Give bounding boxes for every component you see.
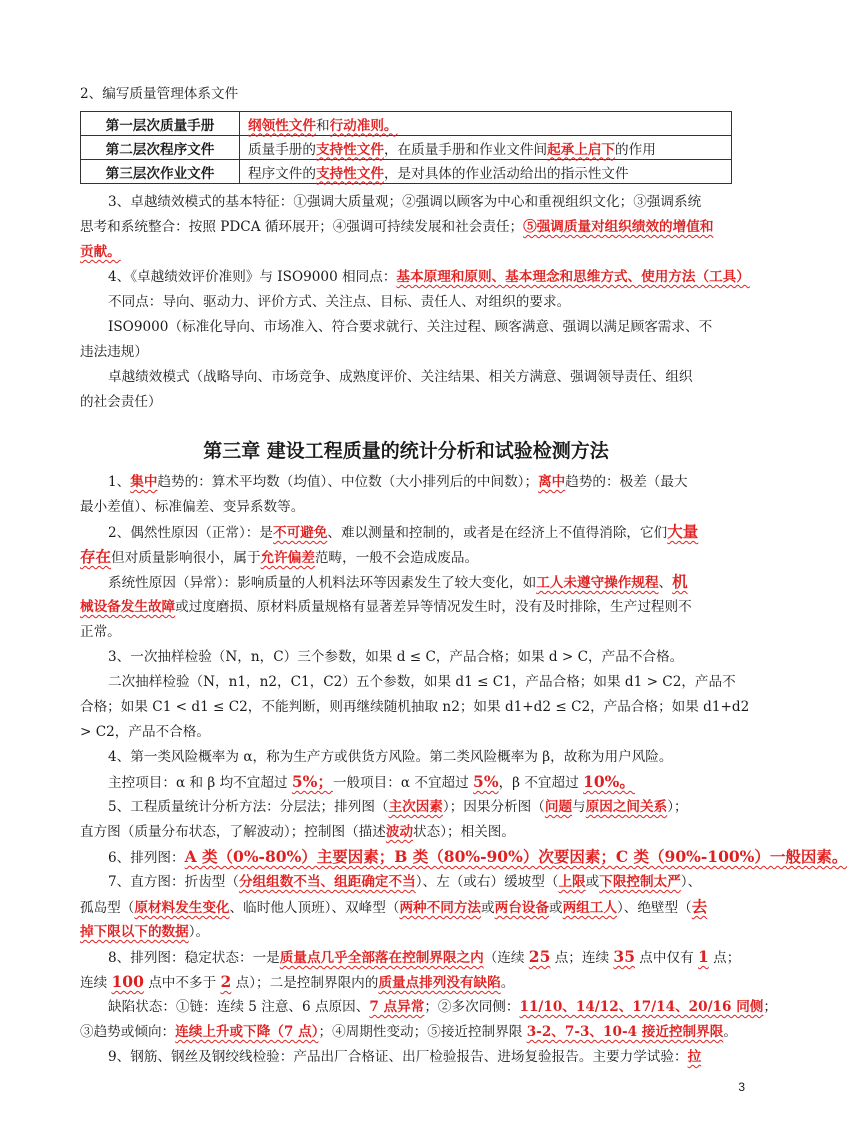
paragraph-line	[80, 217, 732, 237]
text: 点中不多于	[143, 975, 221, 991]
highlight-text: 原材料发生变化	[134, 900, 230, 916]
text: ）；	[667, 799, 688, 815]
highlight-text: 问题	[544, 799, 573, 815]
paragraph-line	[108, 947, 741, 968]
text: 9、钢筋、钢丝及钢绞线检验：产品出厂合格证、出厂检验报告、进场复验报告。主要力学试验：	[108, 1049, 688, 1065]
text: 3、卓越绩效模式的基本特征：①强调大质量观；②强调以顾客为中心和重视组织文化；③强调系统	[108, 194, 702, 210]
paragraph-line	[108, 997, 777, 1017]
highlight-text: 机	[672, 572, 688, 591]
text: 状态）；相关图。	[413, 824, 515, 840]
paragraph-line	[80, 897, 732, 918]
highlight-text: 械设备发生故障	[80, 599, 176, 615]
highlight-text: 大量	[667, 522, 699, 541]
highlight-text: 100	[111, 972, 144, 991]
highlight-text: 主次因素	[388, 799, 443, 815]
highlight-text: 质量点几乎全部落在控制界限之内	[279, 950, 484, 966]
highlight-text: 原因之间关系	[585, 799, 668, 815]
text: 合格；如果 C1 < d1 ≤ C2，不能判断，则再继续随机抽取 n2；如果 d1+d2 ≤ C2，产品合格；如果 d1+d2	[80, 699, 750, 715]
text: （连续	[483, 950, 529, 966]
paragraph-line	[108, 522, 732, 543]
table-row	[81, 112, 732, 136]
text: 连续	[80, 975, 112, 991]
highlight-text: 5%	[473, 772, 499, 791]
text: 。	[723, 1024, 737, 1040]
text: 或过度磨损、原材料质量规格有显著差异等情况发生时，没有及时排除，生产过程则不	[175, 599, 692, 615]
text: ）、	[680, 874, 702, 890]
text: 不同点：导向、驱动力、评价方式、关注点、目标、责任人、对组织的要求。	[108, 294, 571, 310]
table-row	[81, 160, 732, 184]
highlight-text: 集中	[130, 474, 158, 490]
highlight-text: 1	[698, 947, 709, 966]
highlight-text: 2	[220, 972, 232, 991]
highlight-text: ⑤强调质量对组织绩效的增值和	[523, 219, 714, 235]
paragraph-line	[108, 672, 736, 692]
text: 1、	[108, 474, 131, 490]
highlight-text: 支持性文件	[315, 141, 384, 158]
text: 缺陷状态：①链：连续 5 注意、6 点原因、	[108, 999, 370, 1015]
paragraph-line	[108, 747, 732, 767]
text: 程序文件的	[248, 165, 316, 182]
paragraph-line	[80, 242, 732, 262]
paragraph-line	[108, 192, 732, 212]
paragraph-line	[80, 972, 732, 993]
table-row	[81, 136, 732, 160]
table-cell-level: 第三层次作业文件	[81, 160, 240, 184]
paragraph-line	[80, 392, 732, 412]
paragraph-line	[108, 772, 732, 793]
text: 或	[481, 900, 495, 916]
highlight-text: 掉下限以下的数据	[80, 924, 189, 940]
text: 或	[585, 874, 600, 890]
text: ）；因果分析图（	[442, 799, 545, 815]
highlight-text: 5%；	[291, 772, 333, 791]
paragraph-line	[108, 1047, 732, 1067]
text: 、临时他人顶班）、双峰型（	[229, 900, 400, 916]
paragraph-line	[108, 367, 732, 387]
text: 点中仅有	[634, 950, 699, 966]
highlight-text: 行动准则。	[329, 117, 398, 134]
text: 主控项目：α 和 β 均不宜超过	[108, 775, 292, 791]
table-cell-level: 第二层次程序文件	[81, 136, 240, 160]
table-cell-desc	[240, 112, 732, 136]
text: 的作用	[615, 141, 656, 158]
highlight-text: 基本原理和原则、基本理念和思维方式、使用方法（工具）	[396, 269, 750, 285]
paragraph-line	[80, 597, 732, 617]
paragraph-line	[108, 797, 732, 817]
text: > C2，产品不合格。	[80, 724, 210, 740]
highlight-text: 25	[528, 947, 551, 966]
highlight-text: 分组组数不当、组距确定不当	[239, 874, 416, 890]
highlight-text: 连续上升或下降（7 点）	[175, 1024, 319, 1040]
text: ，在质量手册和作业文件间	[383, 141, 548, 158]
paragraph-line	[108, 647, 732, 667]
text: 趋势的：算术平均数（均值）、中位数（大小排列后的中间数）；	[157, 474, 539, 490]
highlight-text: 两台设备	[494, 900, 549, 916]
text: 孤岛型（	[80, 900, 135, 916]
text: 5、工程质量统计分析方法：分层法；排列图（	[108, 799, 389, 815]
paragraph-line	[80, 342, 732, 362]
paragraph-line	[80, 697, 750, 717]
text: 4、第一类风险概率为 α，称为生产方或供货方风险。第二类风险概率为 β，故称为用户风险。	[108, 749, 673, 765]
highlight-text: 允许偏差	[260, 550, 315, 566]
text: ）、左（或右）缓坡型（	[415, 874, 559, 890]
text: 6、排列图：	[108, 850, 185, 866]
quality-docs-table	[80, 111, 732, 184]
table-cell-desc	[240, 160, 732, 184]
highlight-text: 贡献。	[80, 244, 121, 260]
text: ；④周期性变动；⑤接近控制界限	[318, 1024, 527, 1040]
paragraph-line	[80, 722, 732, 742]
text: ISO9000（标准化导向、市场准入、符合要求就行、关注过程、顾客满意、强调以满足顾客需求、不	[108, 319, 713, 335]
text: 7、直方图：折齿型（	[108, 874, 239, 890]
heading-text: 2、编写质量管理体系文件	[80, 86, 239, 102]
highlight-text: 起承上启下	[547, 141, 616, 158]
highlight-text: 纲领性文件	[248, 117, 316, 134]
highlight-text: 两组工人	[562, 900, 617, 916]
text: 4、《卓越绩效评价准则》与 ISO9000 相同点：	[108, 269, 397, 285]
highlight-text: 支持性文件	[315, 165, 384, 182]
text: 2、偶然性原因（正常）：是	[108, 525, 273, 541]
highlight-text: 3-2、7-3、10-4 接近控制界限	[526, 1024, 724, 1040]
highlight-text: 质量点排列没有缺陷	[378, 975, 501, 991]
text: ）、绝壁型（	[616, 900, 692, 916]
paragraph-line	[108, 847, 847, 868]
highlight-text: 存在	[80, 547, 112, 566]
text: 的社会责任）	[80, 394, 162, 410]
text: ③趋势或倾向：	[80, 1024, 176, 1040]
text: ）。	[188, 924, 210, 940]
text: 最小差值）、标准偏差、变异系数等。	[80, 499, 305, 515]
text: 与	[572, 799, 586, 815]
highlight-text: 去	[691, 897, 708, 916]
text: 或	[548, 900, 563, 916]
text: ，β 不宜超过	[498, 775, 584, 791]
text: 直方图（质量分布状态，了解波动）；控制图（描述	[80, 824, 386, 840]
text: 但对质量影响很小，属于	[111, 550, 261, 566]
text: 点；	[708, 950, 741, 966]
text: 违法违规）	[80, 344, 148, 360]
text: 范畴，一般不会造成废品。	[314, 550, 479, 566]
paragraph-line	[108, 472, 732, 492]
text: 趋势的：极差（最大	[565, 474, 688, 490]
highlight-text: 上限	[558, 874, 586, 890]
text: 和	[315, 117, 330, 134]
text: 正常。	[80, 624, 121, 640]
highlight-text: 两种不同方法	[399, 900, 482, 916]
highlight-text: 拉	[687, 1049, 702, 1065]
highlight-text: 11/10、14/12、17/14、20/16 同侧	[519, 999, 764, 1015]
text: 二次抽样检验（N，n1，n2，C1，C2）五个参数，如果 d1 ≤ C1，产品合格；如果 d1 > C2，产品不	[108, 674, 736, 690]
highlight-text: 波动	[385, 824, 414, 840]
text: 。	[500, 975, 515, 991]
text: 、难以测量和控制的，或者是在经济上不值得消除，它们	[327, 525, 668, 541]
text: 点；连续	[550, 950, 614, 966]
page-number: 3	[738, 1080, 745, 1094]
paragraph-line	[108, 572, 732, 593]
paragraph-line	[108, 292, 732, 312]
text: 一般项目：α 不宜超过	[332, 775, 474, 791]
highlight-text: 7 点异常	[369, 999, 425, 1015]
highlight-text: 下限控制太严	[599, 874, 681, 890]
highlight-text: 35	[613, 947, 635, 966]
text: ；②多次同侧：	[424, 999, 520, 1015]
table-cell-level: 第一层次质量手册	[81, 112, 240, 136]
highlight-text: 工人未遵守操作规程	[536, 575, 659, 591]
highlight-text: 10%。	[583, 772, 635, 791]
paragraph-line	[80, 497, 732, 517]
section-heading-2	[80, 84, 732, 104]
text: 思考和系统整合：按照 PDCA 循环展开；④强调可持续发展和社会责任；	[80, 219, 524, 235]
highlight-text: 离中	[538, 474, 566, 490]
text: ；	[763, 999, 777, 1015]
paragraph-line	[80, 922, 732, 942]
text: 点）；二是控制界限内的	[231, 975, 379, 991]
text: 3、一次抽样检验（N，n，C）三个参数，如果 d ≤ C，产品合格；如果 d > C，产品不合格。	[108, 649, 684, 665]
paragraph-line	[108, 317, 732, 337]
highlight-text: 不可避免	[272, 525, 328, 541]
table-cell-desc	[240, 136, 732, 160]
text: 、	[658, 575, 673, 591]
chapter-title: 第三章 建设工程质量的统计分析和试验检测方法	[203, 440, 609, 462]
paragraph-line	[80, 1022, 737, 1042]
text: 系统性原因（异常）：影响质量的人机料法环等因素发生了较大变化，如	[108, 575, 537, 591]
paragraph-line	[80, 622, 732, 642]
paragraph-line	[108, 267, 750, 287]
paragraph-line	[108, 872, 732, 892]
text: 卓越绩效模式（战略导向、市场竞争、成熟度评价、关注结果、相关方满意、强调领导责任、组织	[108, 369, 693, 385]
paragraph-line	[80, 547, 732, 568]
text: 8、排列图：稳定状态：一是	[108, 950, 280, 966]
text: ，是对具体的作业活动给出的指示性文件	[383, 165, 629, 182]
paragraph-line	[80, 822, 732, 842]
text: 质量手册的	[248, 141, 316, 158]
highlight-text: A 类（0%-80%）主要因素；B 类（80%-90%）次要因素；C 类（90%-100%）一般因素。	[184, 847, 847, 866]
